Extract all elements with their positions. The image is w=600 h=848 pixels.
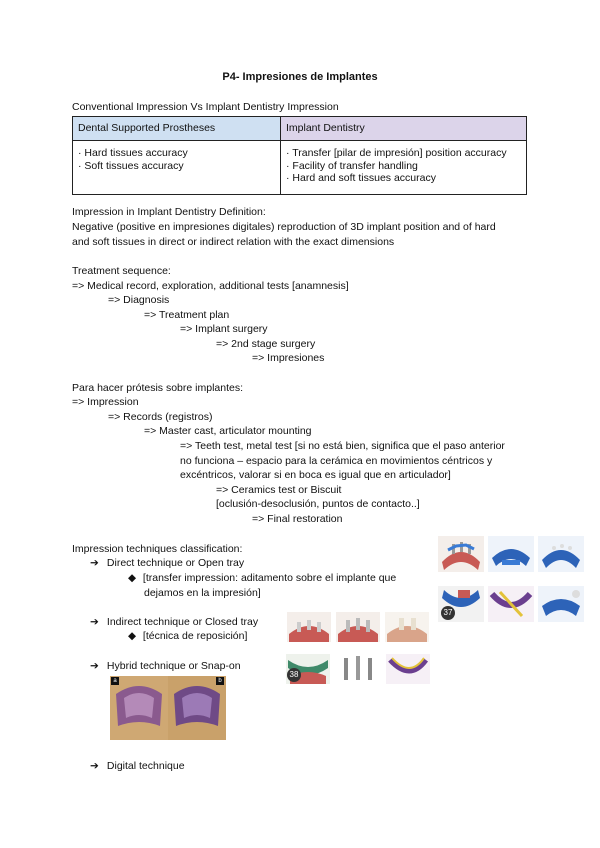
table-cell [281,141,527,195]
table-cell [73,141,281,195]
snap-on-component-image [336,654,380,684]
sequence-step: => Implant surgery [180,323,268,335]
prosthesis-step: => Final restoration [252,513,343,525]
sequence-step: => Impresiones [252,352,325,364]
photo-label: b [216,677,224,685]
prosthesis-step: => Master cast, articulator mounting [144,425,312,437]
sequence-heading: Treatment sequence: [72,265,171,277]
comparison-heading: Conventional Impression Vs Implant Dentistry Impression [72,101,339,113]
table-row [73,141,527,195]
prosthesis-step: no funciona – espacio para la cerámica en movimientos céntricos y [180,455,493,467]
photo-label: a [111,677,119,685]
list-item: · Hard tissues accuracy [78,147,188,159]
hybrid-trays-photo [110,676,226,740]
technique-indirect: Indirect technique or Closed tray [106,616,259,628]
technique-hybrid: Hybrid technique or Snap-on [106,660,241,672]
arrow-icon: ➔ [90,660,99,672]
list-item [128,571,396,586]
arrow-icon: ➔ [90,557,99,569]
indirect-technique-figure [287,612,429,644]
arrow-icon: ➔ [90,616,99,628]
table-header-cell: Dental Supported Prostheses [73,117,281,141]
technique-direct-note: dejamos en la impresión] [144,587,261,599]
list-item: · Soft tissues accuracy [78,159,184,172]
prosthesis-heading: Para hacer prótesis sobre implantes: [72,382,243,394]
definition-text: and soft tissues in direct or indirect relation with the exact dimensions [72,236,395,248]
table-header-row [73,117,527,141]
arrow-icon: ➔ [90,760,99,772]
transfer-tray-image [538,586,584,622]
prosthesis-step: [oclusión-desoclusión, puntos de contacto..] [216,498,420,510]
list-item [128,629,247,644]
snap-on-image [386,654,430,684]
figure-number-badge: 37 [441,606,455,620]
list-item [90,759,185,774]
diamond-bullet-icon: ◆ [128,572,137,584]
definition-heading: Impression in Implant Dentistry Definition: [72,206,266,218]
closed-tray-model-image [336,612,380,642]
prosthesis-step: excéntricos, valorar si en boca es igual que en articulador] [180,469,451,481]
prosthesis-step: => Impression [72,396,139,408]
prosthesis-step: => Ceramics test or Biscuit [216,484,342,496]
sequence-step: => Treatment plan [144,309,230,321]
closed-tray-model-image [287,612,331,642]
direct-technique-figure-top [438,536,586,576]
sequence-step: => 2nd stage surgery [216,338,316,350]
impression-tray-image [116,686,162,726]
technique-direct-note: [transfer impression: aditamento sobre el implante que [142,572,397,584]
figure-number-badge: 38 [287,668,301,682]
impression-tray-image [174,686,220,726]
diamond-bullet-icon: ◆ [128,630,137,642]
page-title: P4- Impresiones de Implantes [222,71,378,83]
list-item [90,659,241,674]
list-item: · Hard and soft tissues accuracy [286,172,436,185]
sequence-step: => Medical record, exploration, additional tests [anamnesis] [72,280,349,292]
technique-digital: Digital technique [106,760,185,772]
transfer-tray-image [488,586,534,622]
jaw-model-image [438,536,484,572]
closed-tray-model-image [385,612,429,642]
direct-technique-figure-bottom [438,586,586,626]
hybrid-technique-figure [286,654,430,686]
open-tray-image [538,536,584,572]
techniques-heading: Impression techniques classification: [72,543,243,555]
list-item: · Facility of transfer handling [286,159,418,172]
prosthesis-step: => Teeth test, metal test [si no está bien, significa que el paso anterior [180,440,505,452]
prosthesis-step: => Records (registros) [108,411,213,423]
list-item: · Transfer [pilar de impresión] position accuracy [286,147,507,159]
comparison-table [72,116,527,195]
table-header-cell: Implant Dentistry [281,117,527,141]
definition-text: Negative (positive en impresiones digitales) reproduction of 3D implant position and of hard [72,221,496,233]
list-item [90,556,244,571]
technique-direct: Direct technique or Open tray [106,557,245,569]
open-tray-image [488,536,534,572]
list-item [90,615,258,630]
technique-indirect-note: [técnica de reposición] [142,630,248,642]
sequence-step: => Diagnosis [108,294,170,306]
